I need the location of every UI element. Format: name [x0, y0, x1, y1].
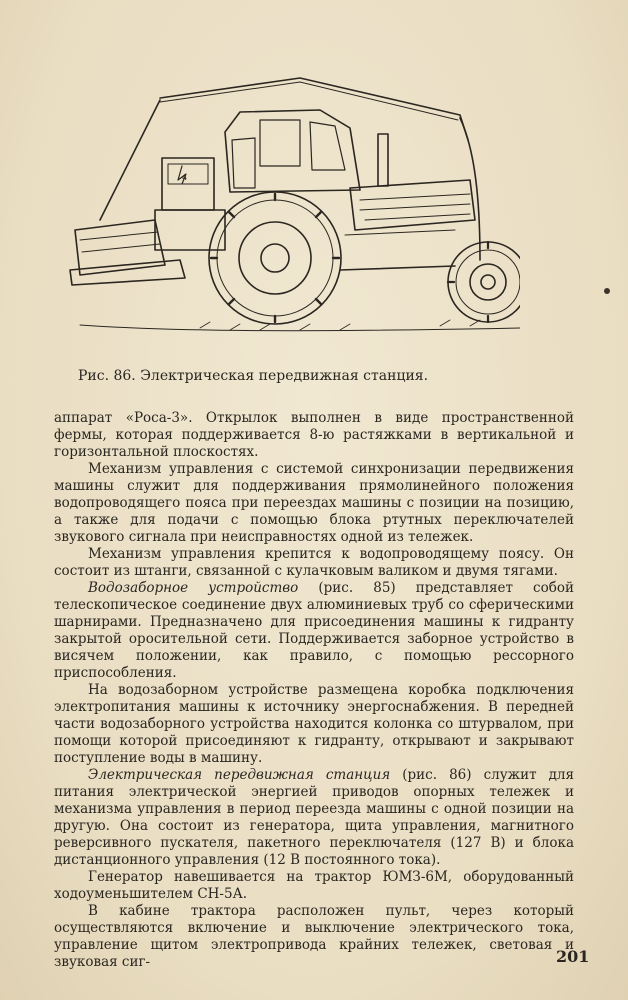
frame-bar [160, 78, 468, 140]
term-water-intake: Водозаборное устройство [88, 580, 299, 596]
paragraph-6: Электрическая передвижная станция (рис. 86) служит для питания электрической энергией приводов опорных тележек и механизма управления в период переезда машины с одной позиции на другую. Она состоит из генератора, щита управления, магнитного реверсивного пускателя, пакетного переключателя (127 В) и блока дистанционного управления (12 В постоянного тока). [54, 767, 574, 868]
paragraph-5: На водозаборном устройстве размещена коробка подключения электропитания машины к источнику энергоснабжения. В передней части водозаборного устройства находится колонка со штурвалом, при помощи которой присоединяют к гидранту, открывают и закрывают поступление воды в машину. [54, 682, 574, 766]
paragraph-8: В кабине трактора расположен пульт, через который осуществляются включение и выключение электрического тока, управление щитом электропривода крайних тележек, световая и звуковая сиг- [54, 903, 574, 970]
panel-label: 4 [182, 173, 188, 182]
page-number: 201 [556, 947, 590, 966]
tractor-cab [225, 110, 360, 192]
paragraph-2: Механизм управления с системой синхронизации передвижения машины служит для поддерживания прямолинейного положения водопроводящего пояса при переездах машины с позиции на позицию, а также для подачи с помощью блока ртутных переключателей звукового сигнала при неисправностях одной из тележек. [54, 461, 574, 545]
figure-caption: Рис. 86. Электрическая передвижная станция. [78, 368, 429, 384]
tractor-drawing [60, 70, 520, 345]
paragraph-4: Водозаборное устройство (рис. 85) представляет собой телескопическое соединение двух алюминиевых труб со сферическими шарнирами. Предназначено для присоединения машины к гидранту закрытой оросительной сети. Поддерживается заборное устройство в висячем положении, как правило, с помощью рессорного приспособления. [54, 580, 574, 681]
body-text [54, 410, 574, 971]
rear-hitch [75, 220, 165, 275]
exhaust-pipe [378, 134, 388, 186]
front-wheel [448, 242, 520, 322]
term-power-station: Электрическая передвижная станция [88, 767, 391, 783]
paragraph-1: аппарат «Роса-3». Открылок выполнен в виде пространственной фермы, которая поддерживается 8-ю растяжками в вертикальной и горизонтальной плоскостях. [54, 410, 574, 460]
paragraph-7: Генератор навешивается на трактор ЮМЗ-6М, оборудованный ходоуменьшителем СН-5А. [54, 869, 574, 902]
tractor-illustration [60, 70, 520, 345]
rear-support-arc [100, 100, 160, 220]
edge-mark [604, 288, 610, 294]
paragraph-3: Механизм управления крепится к водопроводящему поясу. Он состоит из штанги, связанной с кулачковым валиком и двумя тягами. [54, 546, 574, 579]
